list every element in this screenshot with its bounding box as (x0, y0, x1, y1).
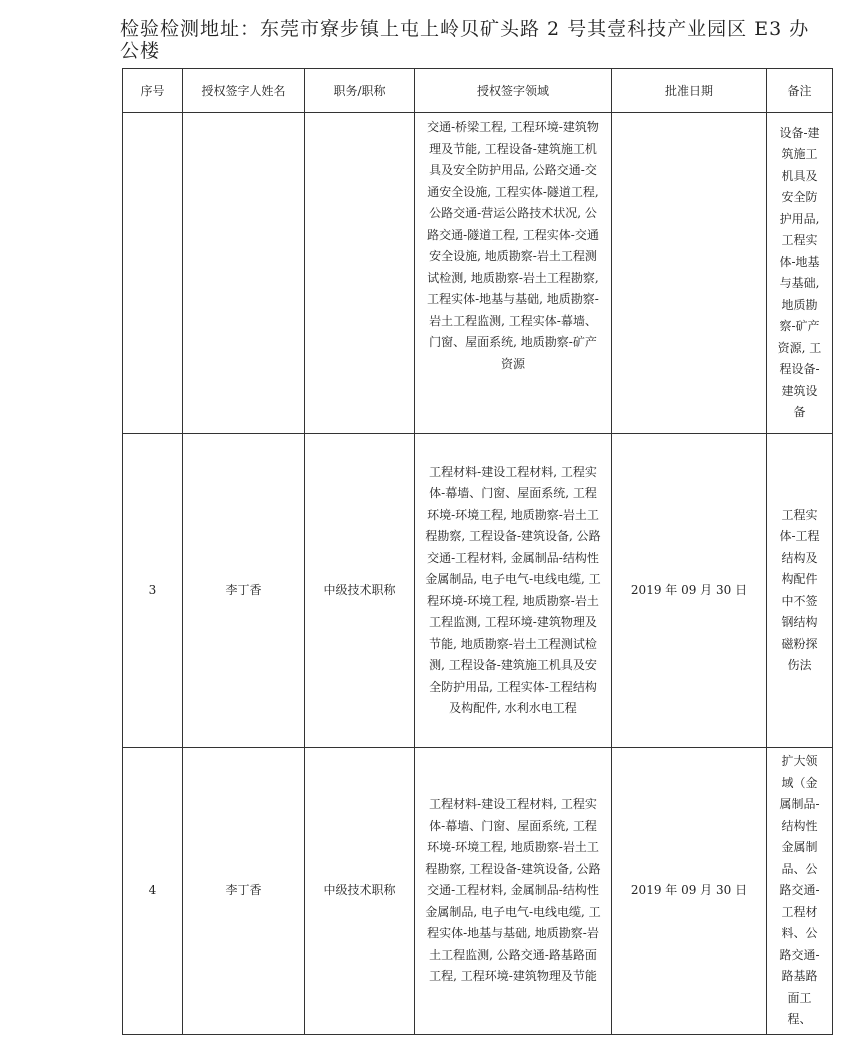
col-header-note: 备注 (767, 69, 833, 113)
cell-note: 工程实体-工程结构及构配件中不签钢结构磁粉探伤法 (767, 434, 833, 748)
col-header-title: 职务/职称 (305, 69, 415, 113)
cell-date: 2019 年 09 月 30 日 (612, 748, 767, 1035)
table-header-row (123, 69, 833, 113)
cell-name: 李丁香 (183, 434, 305, 748)
signatory-table (122, 68, 833, 1035)
cell-note: 设备-建筑施工机具及安全防护用品, 工程实体-地基与基础, 地质勘察-矿产资源, 工程设备-建筑设备 (767, 113, 833, 434)
cell-no (123, 113, 183, 434)
cell-no: 4 (123, 748, 183, 1035)
col-header-scope: 授权签字领域 (415, 69, 612, 113)
cell-name (183, 113, 305, 434)
cell-note: 扩大领域（金属制品-结构性金属制品、公路交通-工程材料、公路交通-路基路面工程、 (767, 748, 833, 1035)
cell-scope: 工程材料-建设工程材料, 工程实体-幕墙、门窗、屋面系统, 工程环境-环境工程, 地质勘察-岩土工程勘察, 工程设备-建筑设备, 公路交通-工程材料, 金属制品-结构性金属制品, 电子电气-电线电缆, 工程实体-地基与基础, 地质勘察-岩土工程监测, 公路交通-路基路面工程, 工程环境-建筑物理及节能 (415, 748, 612, 1035)
table-row (123, 434, 833, 748)
col-header-date: 批准日期 (612, 69, 767, 113)
col-header-name: 授权签字人姓名 (183, 69, 305, 113)
table-row (123, 748, 833, 1035)
cell-scope: 交通-桥梁工程, 工程环境-建筑物理及节能, 工程设备-建筑施工机具及安全防护用品, 公路交通-交通安全设施, 工程实体-隧道工程, 公路交通-营运公路技术状况, 公路交通-隧道工程, 工程实体-交通安全设施, 地质勘察-岩土工程测试检测, 地质勘察-岩土工程勘察, 工程实体-地基与基础, 地质勘察-岩土工程监测, 工程实体-幕墙、门窗、屋面系统, 地质勘察-矿产资源 (415, 113, 612, 434)
cell-date (612, 113, 767, 434)
cell-name: 李丁香 (183, 748, 305, 1035)
col-header-no: 序号 (123, 69, 183, 113)
cell-title: 中级技术职称 (305, 434, 415, 748)
cell-date: 2019 年 09 月 30 日 (612, 434, 767, 748)
address-header: 检验检测地址：东莞市寮步镇上屯上岭贝矿头路 2 号其壹科技产业园区 E3 办公楼 (120, 18, 810, 62)
cell-no: 3 (123, 434, 183, 748)
cell-title (305, 113, 415, 434)
cell-scope: 工程材料-建设工程材料, 工程实体-幕墙、门窗、屋面系统, 工程环境-环境工程, 地质勘察-岩土工程勘察, 工程设备-建筑设备, 公路交通-工程材料, 金属制品-结构性金属制品, 电子电气-电线电缆, 工程环境-环境工程, 地质勘察-岩土工程监测, 工程环境-建筑物理及节能, 地质勘察-岩土工程测试检测, 工程设备-建筑施工机具及安全防护用品, 工程实体-工程结构及构配件, 水利水电工程 (415, 434, 612, 748)
cell-title: 中级技术职称 (305, 748, 415, 1035)
table-row (123, 113, 833, 434)
